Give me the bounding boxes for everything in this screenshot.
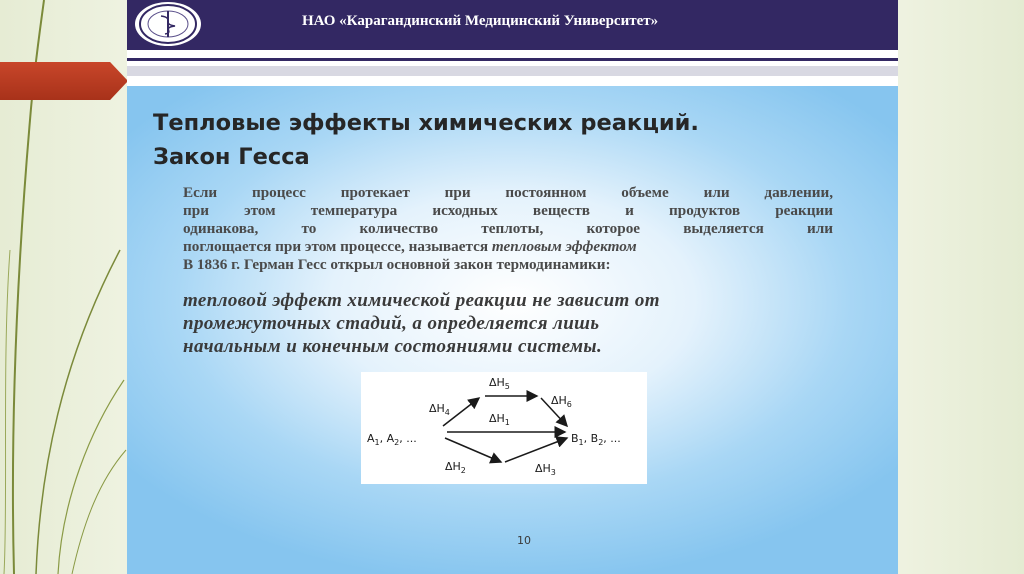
accent-arrow-tab bbox=[0, 62, 128, 100]
paragraph-line: одинакова, то количество теплоты, которое выделяется или bbox=[183, 220, 833, 237]
hess-law-statement bbox=[183, 289, 660, 358]
law-line: начальным и конечным состояниями системы. bbox=[183, 336, 603, 357]
hess-cycle-diagram bbox=[361, 372, 647, 484]
header-divider bbox=[127, 58, 898, 61]
dh6-label: $\Delta H_6$ bbox=[551, 394, 572, 409]
paragraph-line bbox=[183, 238, 833, 256]
paragraph-line: при этом температура исходных веществ и продуктов реакции bbox=[183, 202, 833, 219]
slide bbox=[127, 0, 898, 574]
arrow-dh3 bbox=[505, 438, 567, 462]
term-thermal-effect: тепловым эффектом bbox=[491, 238, 637, 255]
initial-state-label: $A_1$, $A_2$, ... bbox=[367, 432, 417, 447]
slide-content bbox=[127, 86, 898, 574]
slide-page-number: 10 bbox=[517, 534, 531, 547]
header-divider-light bbox=[127, 66, 898, 76]
arrow-dh2 bbox=[445, 438, 501, 462]
law-line: тепловой эффект химической реакции не зависит от bbox=[183, 290, 660, 311]
paragraph-line: Если процесс протекает при постоянном объеме или давлении, bbox=[183, 184, 833, 201]
dh5-label: $\Delta H_5$ bbox=[489, 376, 510, 391]
slide-title-line: Закон Гесса bbox=[153, 144, 310, 170]
dh3-label: $\Delta H_3$ bbox=[535, 462, 556, 477]
dh1-label: $\Delta H_1$ bbox=[489, 412, 510, 427]
paragraph-text: поглощается при этом процессе, называется bbox=[183, 238, 492, 255]
dh4-label: $\Delta H_4$ bbox=[429, 402, 450, 417]
definition-paragraph bbox=[183, 184, 833, 274]
slide-title-line: Тепловые эффекты химических реакций. bbox=[153, 110, 699, 136]
slide-title bbox=[153, 106, 699, 174]
final-state-label: $B_1$, $B_2$, ... bbox=[571, 432, 621, 447]
paragraph-line: В 1836 г. Герман Гесс открыл основной закон термодинамики: bbox=[183, 256, 611, 273]
dh2-label: $\Delta H_2$ bbox=[445, 460, 466, 475]
header-title: НАО «Карагандинский Медицинский Университет» bbox=[302, 13, 659, 29]
university-emblem-icon bbox=[135, 2, 201, 46]
law-line: промежуточных стадий, а определяется лишь bbox=[183, 313, 600, 334]
slide-header bbox=[127, 0, 898, 50]
